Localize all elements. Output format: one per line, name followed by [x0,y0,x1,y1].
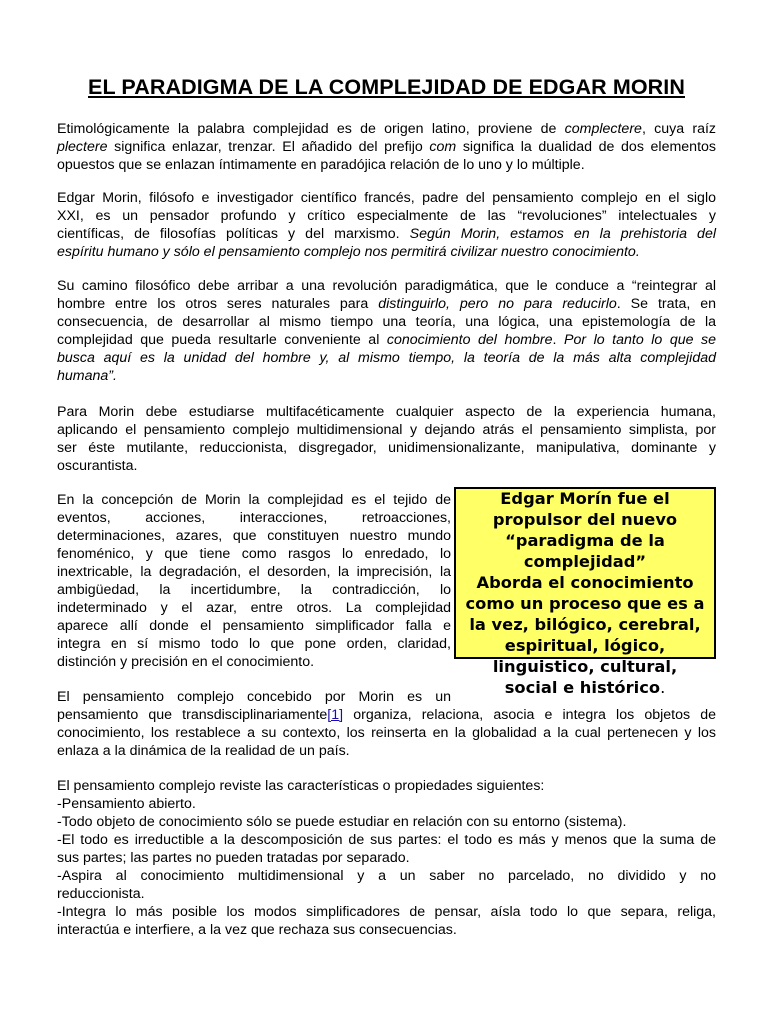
text-line: eventos, acciones, interacciones, retroacciones, [57,510,451,526]
text-line: complejidad que pueda resultarle conveniente al conocimiento del hombre. Por lo tanto lo que se [57,332,716,348]
list-item: -Integra lo más posible los modos simplificadores de pensar, aísla todo lo que separa, religa, [57,904,716,920]
list-item: -Aspira al conocimiento multidimensional y a un saber no parcelado, no dividido y no [57,868,716,884]
callout-line: Edgar Morín fue el [500,489,670,508]
text-line: determinaciones, azares, que constituyen nuestro mundo [57,528,451,544]
list-item: -Pensamiento abierto. [57,796,196,812]
list-item: -Todo objeto de conocimiento sólo se puede estudiar en relación con su entorno (sistema). [57,814,627,830]
text-line: opuestos que se enlazan íntimamente en paradójica relación de lo uno y lo múltiple. [57,157,585,173]
page-title: EL PARADIGMA DE LA COMPLEJIDAD DE EDGAR MORIN [88,75,685,99]
text-line: aparece allí donde el pensamiento simplificador falla e [57,618,451,634]
text-line: fenoménico, y que tiene como rasgos lo enredado, lo [57,546,451,562]
list-item: sus partes; las partes no pueden tratadas por separado. [57,850,410,866]
paragraph-properties-list [57,777,716,939]
text-line: científicas, de filosofías políticas y del marxismo. Según Morin, estamos en la prehistoria del [57,226,716,242]
paragraph-morin-intro [57,189,716,261]
text-line: inextricable, la degradación, el desorden, la imprecisión, la [57,564,451,580]
text-line: El pensamiento complejo concebido por Morin es un [57,689,451,705]
text-line: plectere significa enlazar, trenzar. El añadido del prefijo com significa la dualidad de dos elementos [57,139,716,155]
paragraph-philosophical-path [57,277,716,385]
text-line: Su camino filosófico debe arribar a una revolución paradigmática, que le conduce a “reintegrar al [57,278,716,294]
text-line: espíritu humano y sólo el pensamiento complejo nos permitirá civilizar nuestro conocimiento. [57,244,640,260]
text-line: aplicando el pensamiento complejo multidimensional y dejando atrás el pensamiento simplista, por [57,422,716,438]
paragraph-etymology [57,120,716,174]
text-line: consecuencia, de desarrollar al mismo tiempo una teoría, una lógica, una epistemología de la [57,314,716,330]
callout-line: social e histórico. [504,678,666,697]
paragraph-multifaceted [57,403,716,475]
text-line: ser éste mutilante, reduccionista, disgregador, unidimensionalizante, manipulativa, dominante y [57,440,716,456]
footnote-link[interactable]: [1] [327,707,344,723]
text-line: distinción y precisión en el conocimiento. [57,654,315,670]
callout-line: propulsor del nuevo [492,510,678,529]
callout-line: “paradigma de la [505,531,665,550]
text-line: En la concepción de Morin la complejidad es el tejido de [57,492,451,508]
callout-line: Aborda el conocimiento [476,573,694,592]
callout-line: linguistico, cultural, [492,657,678,676]
paragraph-complex-thought [57,688,716,760]
text-line: humana”. [57,368,117,384]
callout-line: la vez, bilógico, cerebral, [469,615,701,634]
text-line: El pensamiento complejo reviste las características o propiedades siguientes: [57,778,545,794]
text-line: indeterminado y el azar, entre otros. La complejidad [57,600,451,616]
text-line: conocimiento, los restablece a su contexto, los reinserta en la globalidad a la cual pertenecen y los [57,725,716,741]
callout-line: complejidad” [523,552,647,571]
text-line: busca aquí es la unidad del hombre y, al mismo tiempo, la teoría de la más alta complejidad [57,350,716,366]
list-item: reduccionista. [57,886,145,902]
text-line: integra en sí mismo todo lo que pone orden, claridad, [57,636,451,652]
text-line: Para Morin debe estudiarse multifacéticamente cualquier aspecto de la experiencia humana, [57,404,716,420]
list-item: interactúa e interfiere, a la vez que rechaza sus consecuencias. [57,922,457,938]
callout-line: como un proceso que es a [465,594,705,613]
callout-line: espiritual, lógico, [504,636,666,655]
list-item: -El todo es irreductible a la descomposición de sus partes: el todo es más y menos que la suma de [57,832,716,848]
text-line: Etimológicamente la palabra complejidad es de origen latino, proviene de complectere, cuya raíz [57,121,717,137]
text-line: ambigüedad, la incertidumbre, la contradicción, lo [57,582,451,598]
text-line: pensamiento que transdisciplinariamente[1] organiza, relaciona, asocia e integra los objetos de [57,707,716,723]
text-line: enlaza a la dinámica de la realidad de un país. [57,743,350,759]
paragraph-complexity-concept [57,491,451,671]
text-line: oscurantista. [57,458,138,474]
callout-text [454,488,716,698]
text-line: hombre entre los otros seres naturales para distinguirlo, pero no para reducirlo. Se trata, en [57,296,716,312]
text-line: XXI, es un pensador profundo y crítico especialmente de las “revoluciones” intelectuales y [57,208,716,224]
text-line: Edgar Morin, filósofo e investigador científico francés, padre del pensamiento complejo en el siglo [57,190,716,206]
